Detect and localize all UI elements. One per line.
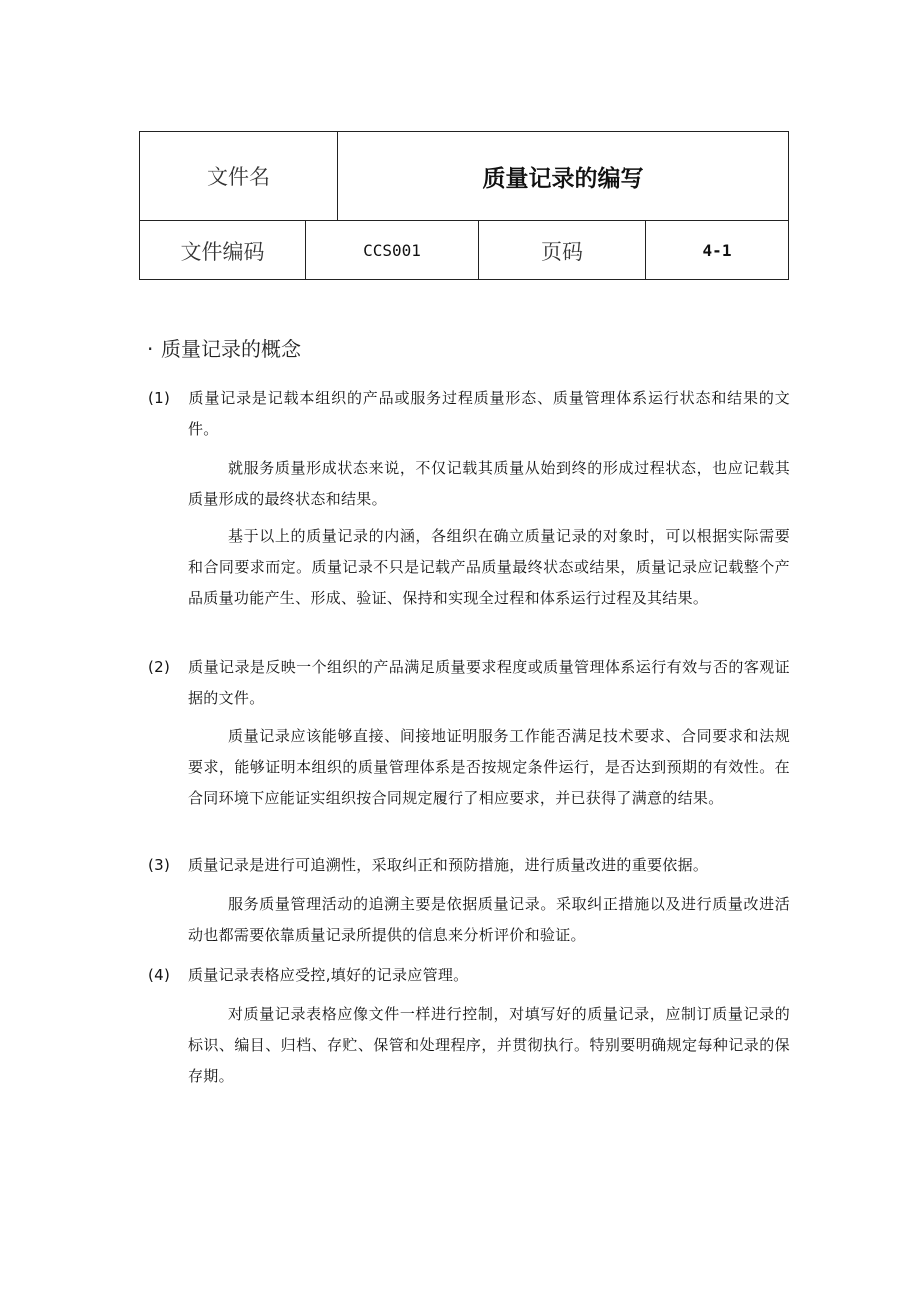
paragraph-number: (3): [148, 856, 171, 874]
paragraph-number: (1): [148, 389, 171, 407]
page-value: 4-1: [702, 241, 732, 260]
paragraph-text: 质量记录表格应受控,填好的记录应管理。: [188, 966, 469, 984]
numbered-paragraph-3: [148, 850, 790, 881]
paragraph-4a: [188, 999, 790, 1092]
page-label: 页码: [479, 221, 646, 280]
paragraph-text: 质量记录是记载本组织的产品或服务过程质量形态、质量管理体系运行状态和结果的文件。: [188, 389, 790, 438]
file-name-label: 文件名: [140, 132, 338, 220]
paragraph-text: 服务质量管理活动的追溯主要是依据质量记录。采取纠正措施以及进行质量改进活动也都需要依靠质量记录所提供的信息来分析评价和验证。: [188, 895, 790, 944]
document-header-table: [139, 131, 789, 280]
paragraph-1b: [188, 521, 790, 614]
paragraph-text: 质量记录应该能够直接、间接地证明服务工作能否满足技术要求、合同要求和法规要求，能够证明本组织的质量管理体系是否按规定条件运行，是否达到预期的有效性。在合同环境下应能证实组织按合同规定履行了相应要求，并已获得了满意的结果。: [188, 727, 790, 807]
paragraph-text: 就服务质量形成状态来说，不仅记载其质量从始到终的形成过程状态，也应记载其质量形成的最终状态和结果。: [188, 459, 790, 508]
section-title-text: 质量记录的概念: [161, 337, 301, 361]
file-code-value: CCS001: [306, 221, 479, 280]
numbered-paragraph-4: [148, 960, 790, 991]
paragraph-number: (2): [148, 658, 171, 676]
paragraph-text: 基于以上的质量记录的内涵，各组织在确立质量记录的对象时，可以根据实际需要和合同要求而定。质量记录不只是记载产品质量最终状态或结果，质量记录应记载整个产品质量功能产生、形成、验证、保持和实现全过程和体系运行过程及其结果。: [188, 527, 790, 607]
header-row-file-code: [140, 221, 788, 280]
paragraph-text: 对质量记录表格应像文件一样进行控制，对填写好的质量记录，应制订质量记录的标识、编目、归档、存贮、保管和处理程序，并贯彻执行。特别要明确规定每种记录的保存期。: [188, 1005, 790, 1085]
paragraph-number: (4): [148, 966, 171, 984]
bullet-icon: ·: [147, 337, 154, 361]
paragraph-text: 质量记录是反映一个组织的产品满足质量要求程度或质量管理体系运行有效与否的客观证据的文件。: [188, 658, 790, 707]
paragraph-1a: [188, 453, 790, 515]
paragraph-text: 质量记录是进行可追溯性，采取纠正和预防措施，进行质量改进的重要依据。: [188, 856, 709, 874]
header-row-file-name: [140, 132, 788, 221]
section-title: [147, 333, 301, 362]
paragraph-2a: [188, 721, 790, 814]
paragraph-3a: [188, 889, 790, 951]
file-name-value: 质量记录的编写: [482, 165, 644, 192]
file-code-label: 文件编码: [140, 221, 306, 280]
numbered-paragraph-1: [148, 383, 790, 445]
numbered-paragraph-2: [148, 652, 790, 714]
